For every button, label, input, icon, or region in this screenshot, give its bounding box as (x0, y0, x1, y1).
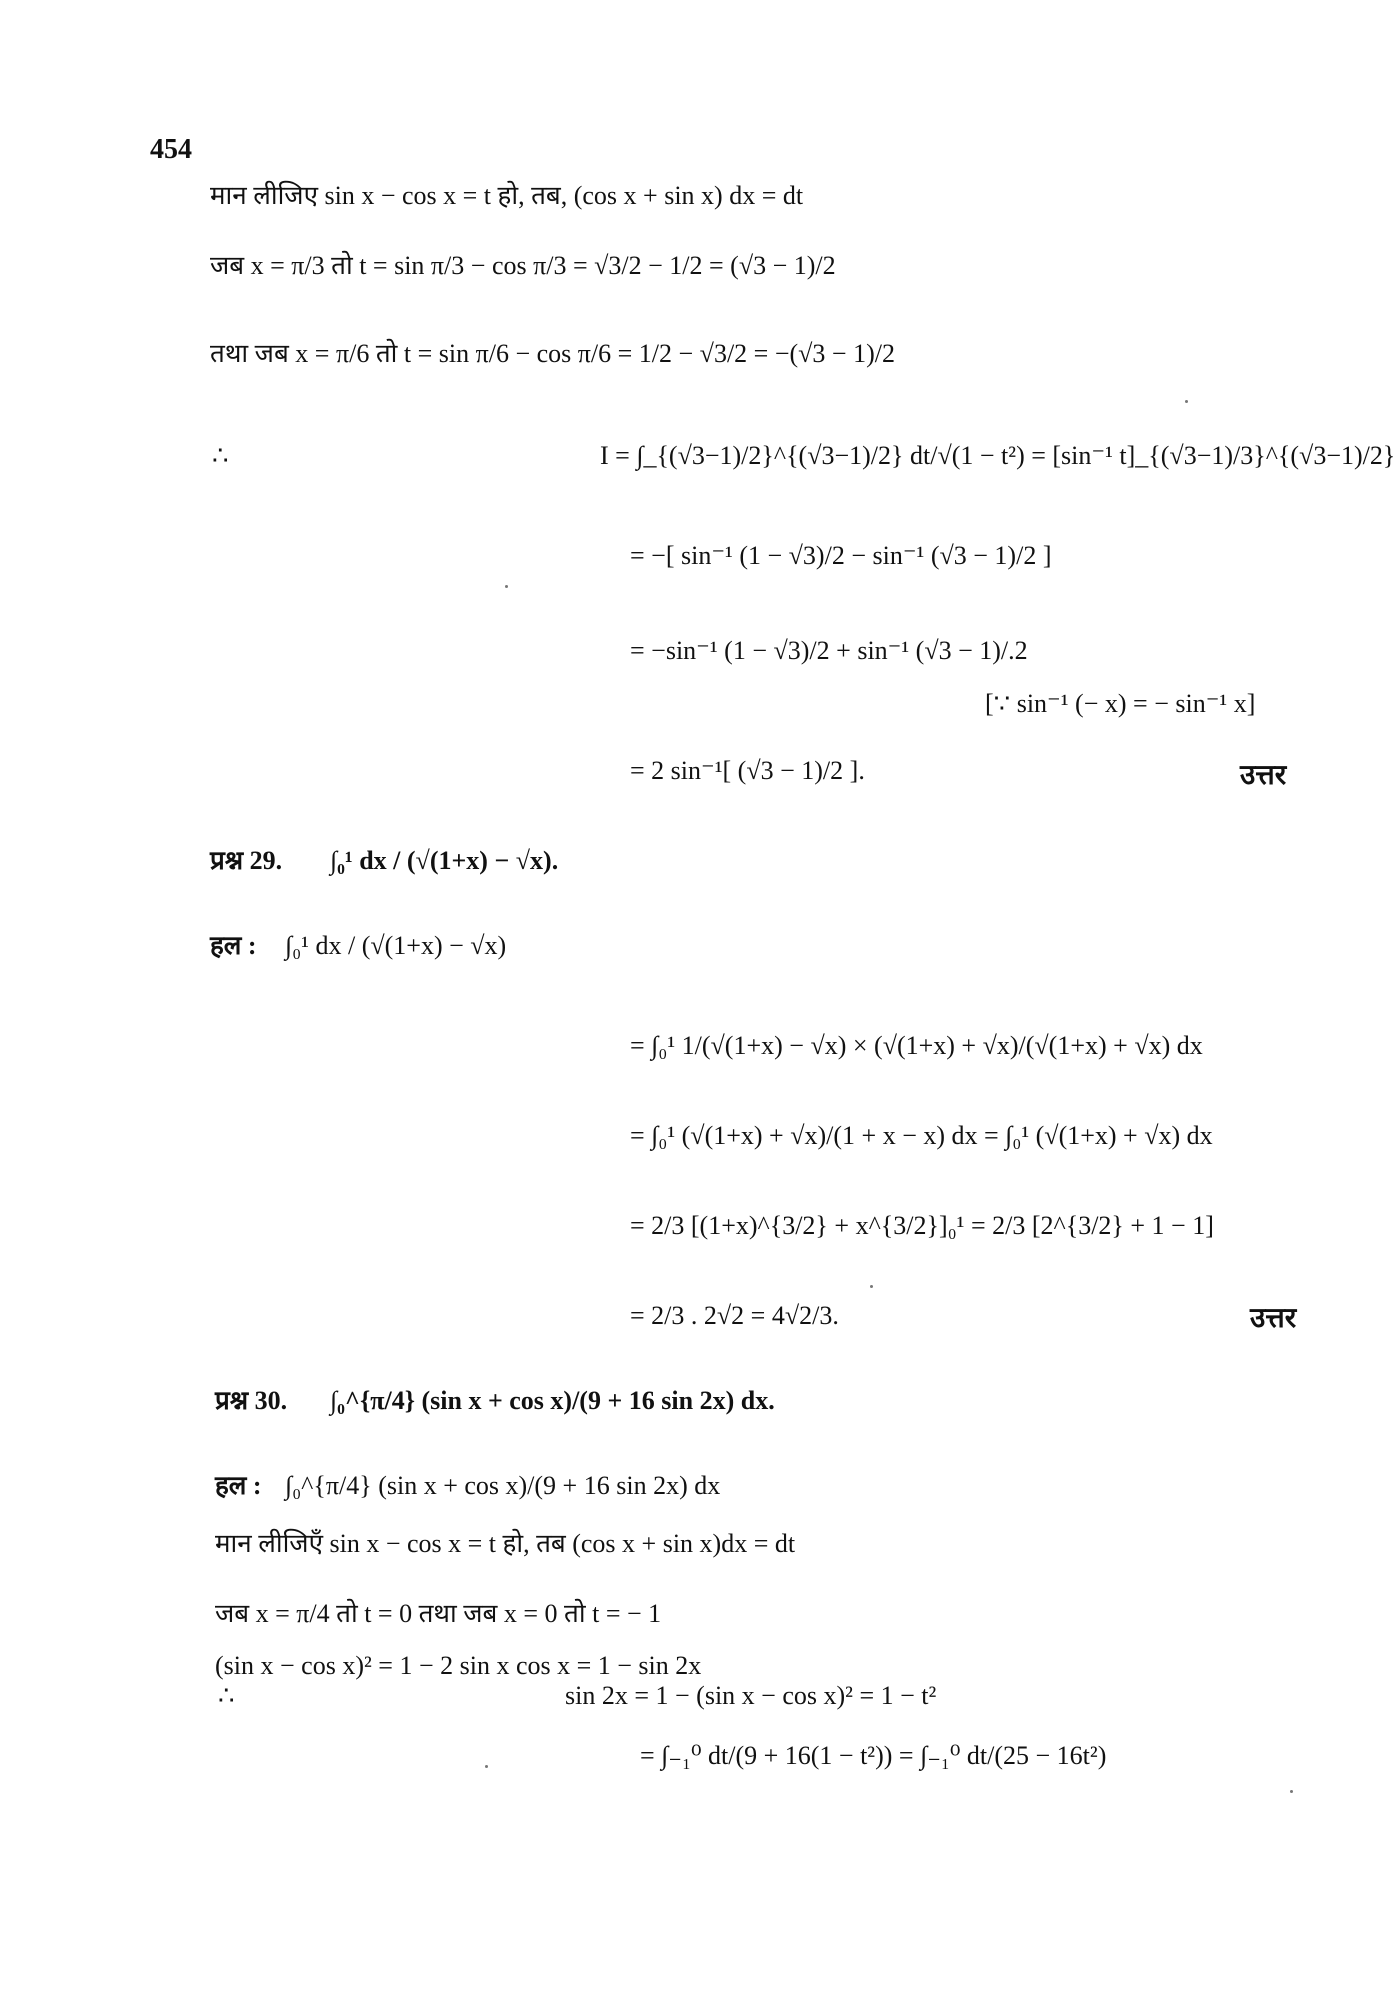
solution-30-substitution: मान लीजिएँ sin x − cos x = t हो, तब (cos x + sin x)dx = dt (215, 1529, 796, 1558)
page-number: 454 (150, 134, 192, 165)
upper-limit-line: जब x = π/3 तो t = sin π/3 − cos π/3 = √3/2 − 1/2 = (√3 − 1)/2 (210, 251, 836, 280)
solution-29-step-2: = ∫₀¹ (√(1+x) + √x)/(1 + x − x) dx = ∫₀¹ (√(1+x) + √x) dx (630, 1121, 1213, 1150)
therefore-symbol: ∴ (218, 1681, 235, 1710)
solution-29-step-1: = ∫₀¹ 1/(√(1+x) − √x) × (√(1+x) + √x)/(√(1+x) + √x) dx (630, 1031, 1203, 1060)
solution-29-label: हल : (210, 931, 257, 960)
substitution-line: मान लीजिए sin x − cos x = t हो, तब, (cos x + sin x) dx = dt (210, 181, 804, 210)
integral-result: = 2 sin⁻¹[ (√3 − 1)/2 ]. (630, 756, 865, 785)
solution-30-expression: ∫₀^{π/4} (sin x + cos x)/(9 + 16 sin 2x) dx (285, 1471, 721, 1500)
question-30-expression: ∫₀^{π/4} (sin x + cos x)/(9 + 16 sin 2x) dx. (330, 1386, 775, 1415)
scan-speck (870, 1285, 873, 1288)
therefore-symbol: ∴ (212, 441, 229, 470)
integral-step-1: I = ∫_{(√3−1)/2}^{(√3−1)/2} dt/√(1 − t²) = [sin⁻¹ t]_{(√3−1)/3}^{(√3−1)/2} (600, 441, 1396, 470)
solution-30-sin2x: sin 2x = 1 − (sin x − cos x)² = 1 − t² (565, 1681, 937, 1710)
question-29-expression: ∫₀¹ dx / (√(1+x) − √x). (330, 846, 559, 875)
solution-30-step-1: = ∫₋₁⁰ dt/(9 + 16(1 − t²)) = ∫₋₁⁰ dt/(25 − 16t²) (640, 1741, 1107, 1770)
solution-29-result: = 2/3 . 2√2 = 4√2/3. (630, 1301, 839, 1330)
answer-label: उत्तर (1250, 1303, 1297, 1334)
lower-limit-line: तथा जब x = π/6 तो t = sin π/6 − cos π/6 = 1/2 − √3/2 = −(√3 − 1)/2 (210, 339, 895, 368)
integral-step-3: = −sin⁻¹ (1 − √3)/2 + sin⁻¹ (√3 − 1)/.2 (630, 636, 1028, 665)
scan-speck (1185, 400, 1188, 403)
solution-29-step-3: = 2/3 [(1+x)^{3/2} + x^{3/2}]₀¹ = 2/3 [2^{3/2} + 1 − 1] (630, 1211, 1214, 1240)
question-30-label: प्रश्न 30. (215, 1386, 288, 1415)
solution-30-limits: जब x = π/4 तो t = 0 तथा जब x = 0 तो t = − 1 (215, 1599, 662, 1628)
scan-speck (505, 585, 508, 588)
solution-30-identity: (sin x − cos x)² = 1 − 2 sin x cos x = 1 − sin 2x (215, 1651, 702, 1680)
answer-label: उत्तर (1240, 760, 1287, 791)
scan-speck (1290, 1790, 1293, 1793)
question-29-label: प्रश्न 29. (210, 846, 283, 875)
scan-speck (485, 1765, 488, 1768)
solution-29-expression: ∫₀¹ dx / (√(1+x) − √x) (285, 931, 507, 960)
solution-30-label: हल : (215, 1471, 262, 1500)
integral-step-2: = −[ sin⁻¹ (1 − √3)/2 − sin⁻¹ (√3 − 1)/2 ] (630, 541, 1052, 570)
inverse-sine-identity: [∵ sin⁻¹ (− x) = − sin⁻¹ x] (985, 689, 1256, 718)
